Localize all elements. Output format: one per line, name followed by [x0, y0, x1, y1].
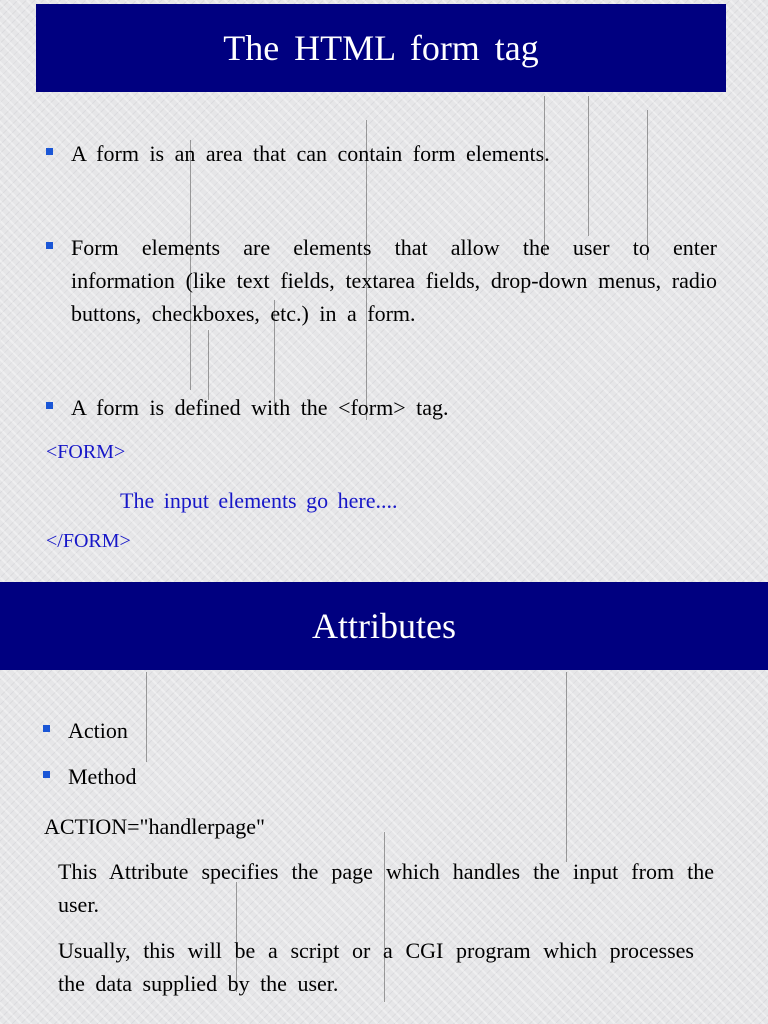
bullet-text: A form is defined with the <form> tag.	[71, 395, 449, 420]
bullet-marker-icon	[43, 725, 50, 732]
bullet-item	[68, 760, 368, 793]
bullet-marker-icon	[46, 242, 53, 249]
paragraph-1	[58, 855, 714, 921]
decorative-line	[208, 330, 209, 400]
bullet-marker-icon	[46, 402, 53, 409]
bullet-item	[71, 137, 711, 170]
bullet-marker-icon	[43, 771, 50, 778]
bullet-marker-icon	[46, 148, 53, 155]
slide-2-title: Attributes	[312, 606, 456, 646]
slide-2	[0, 582, 768, 1024]
bullet-item	[71, 231, 717, 330]
code-form-body: The input elements go here....	[120, 488, 398, 513]
slide-1-title: The HTML form tag	[223, 28, 539, 68]
paragraph-2-text: Usually, this will be a script or a CGI program which processes the data supplied by the user.	[58, 938, 694, 996]
bullet-text: A form is an area that can contain form elements.	[71, 141, 550, 166]
bullet-text: Form elements are elements that allow the user to enter information (like text fields, textarea fields, drop-down menus, radio buttons, checkboxes, etc.) in a form.	[71, 235, 717, 326]
code-form-open: <FORM>	[46, 441, 126, 463]
bullet-item	[71, 391, 711, 424]
slide-1-title-bar	[36, 4, 726, 92]
decorative-line	[566, 672, 567, 862]
code-form-close: </FORM>	[46, 530, 131, 552]
paragraph-2	[58, 934, 694, 1000]
action-heading: ACTION="handlerpage"	[44, 814, 265, 839]
slide-2-title-bar	[0, 582, 768, 670]
paragraph-1-text: This Attribute specifies the page which handles the input from the user.	[58, 859, 714, 917]
bullet-item	[68, 714, 368, 747]
bullet-text: Method	[68, 764, 137, 789]
bullet-text: Action	[68, 718, 128, 743]
